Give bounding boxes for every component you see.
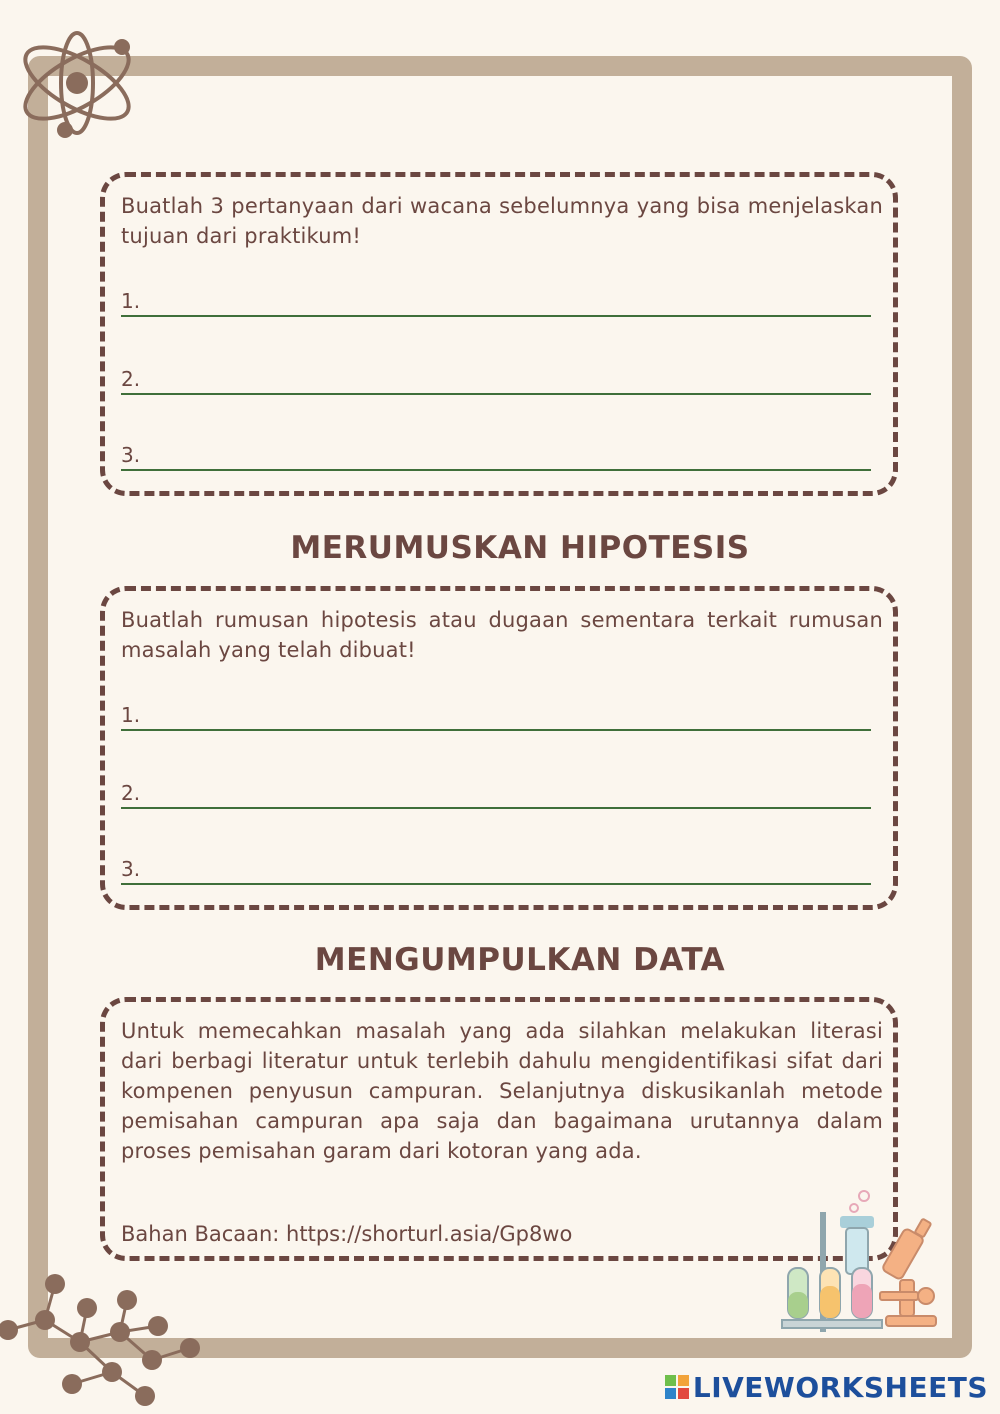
- reading-link[interactable]: Bahan Bacaan: https://shorturl.asia/Gp8wo: [121, 1222, 573, 1246]
- questions-box: [100, 172, 898, 496]
- answer-number: 1.: [121, 289, 141, 313]
- answer-line-2[interactable]: [121, 367, 871, 395]
- lab-equipment-icon: [780, 1188, 944, 1336]
- liveworksheets-logo-icon: [665, 1375, 689, 1399]
- answer-number: 2.: [121, 367, 141, 391]
- questions-instruction: Buatlah 3 pertanyaan dari wacana sebelumnya yang bisa menjelaskan tujuan dari praktikum!: [121, 194, 883, 248]
- answer-number: 3.: [121, 443, 141, 467]
- data-collection-box: [100, 997, 898, 1261]
- answer-number: 2.: [121, 781, 141, 805]
- answer-line-3[interactable]: [121, 443, 871, 471]
- hypothesis-heading: MERUMUSKAN HIPOTESIS: [290, 530, 750, 566]
- hypothesis-line-2[interactable]: [121, 781, 871, 809]
- hypothesis-box: [100, 586, 898, 910]
- hypothesis-instruction: Buatlah rumusan hipotesis atau dugaan sementara terkait rumusan masalah yang telah dibuat!: [121, 608, 883, 662]
- logo-text: LIVEWORKSHEETS: [692, 1371, 988, 1404]
- liveworksheets-logo: [665, 1371, 988, 1404]
- molecule-icon: [0, 1268, 210, 1414]
- answer-line-1[interactable]: [121, 289, 871, 317]
- data-collection-instruction: Untuk memecahkan masalah yang ada silahkan melakukan literasi dari berbagi literatur untuk terlebih dahulu mengidentifikasi sifat dari kompenen penyusun campuran. Selanjutnya diskusikanlah metode pemisahan campuran apa saja dan bagaimana urutannya dalam proses pemisahan garam dari kotoran yang ada.: [121, 1019, 883, 1163]
- atom-icon: [12, 28, 142, 144]
- data-collection-heading: MENGUMPULKAN DATA: [314, 942, 726, 978]
- hypothesis-line-1[interactable]: [121, 703, 871, 731]
- answer-number: 1.: [121, 703, 141, 727]
- answer-number: 3.: [121, 857, 141, 881]
- hypothesis-line-3[interactable]: [121, 857, 871, 885]
